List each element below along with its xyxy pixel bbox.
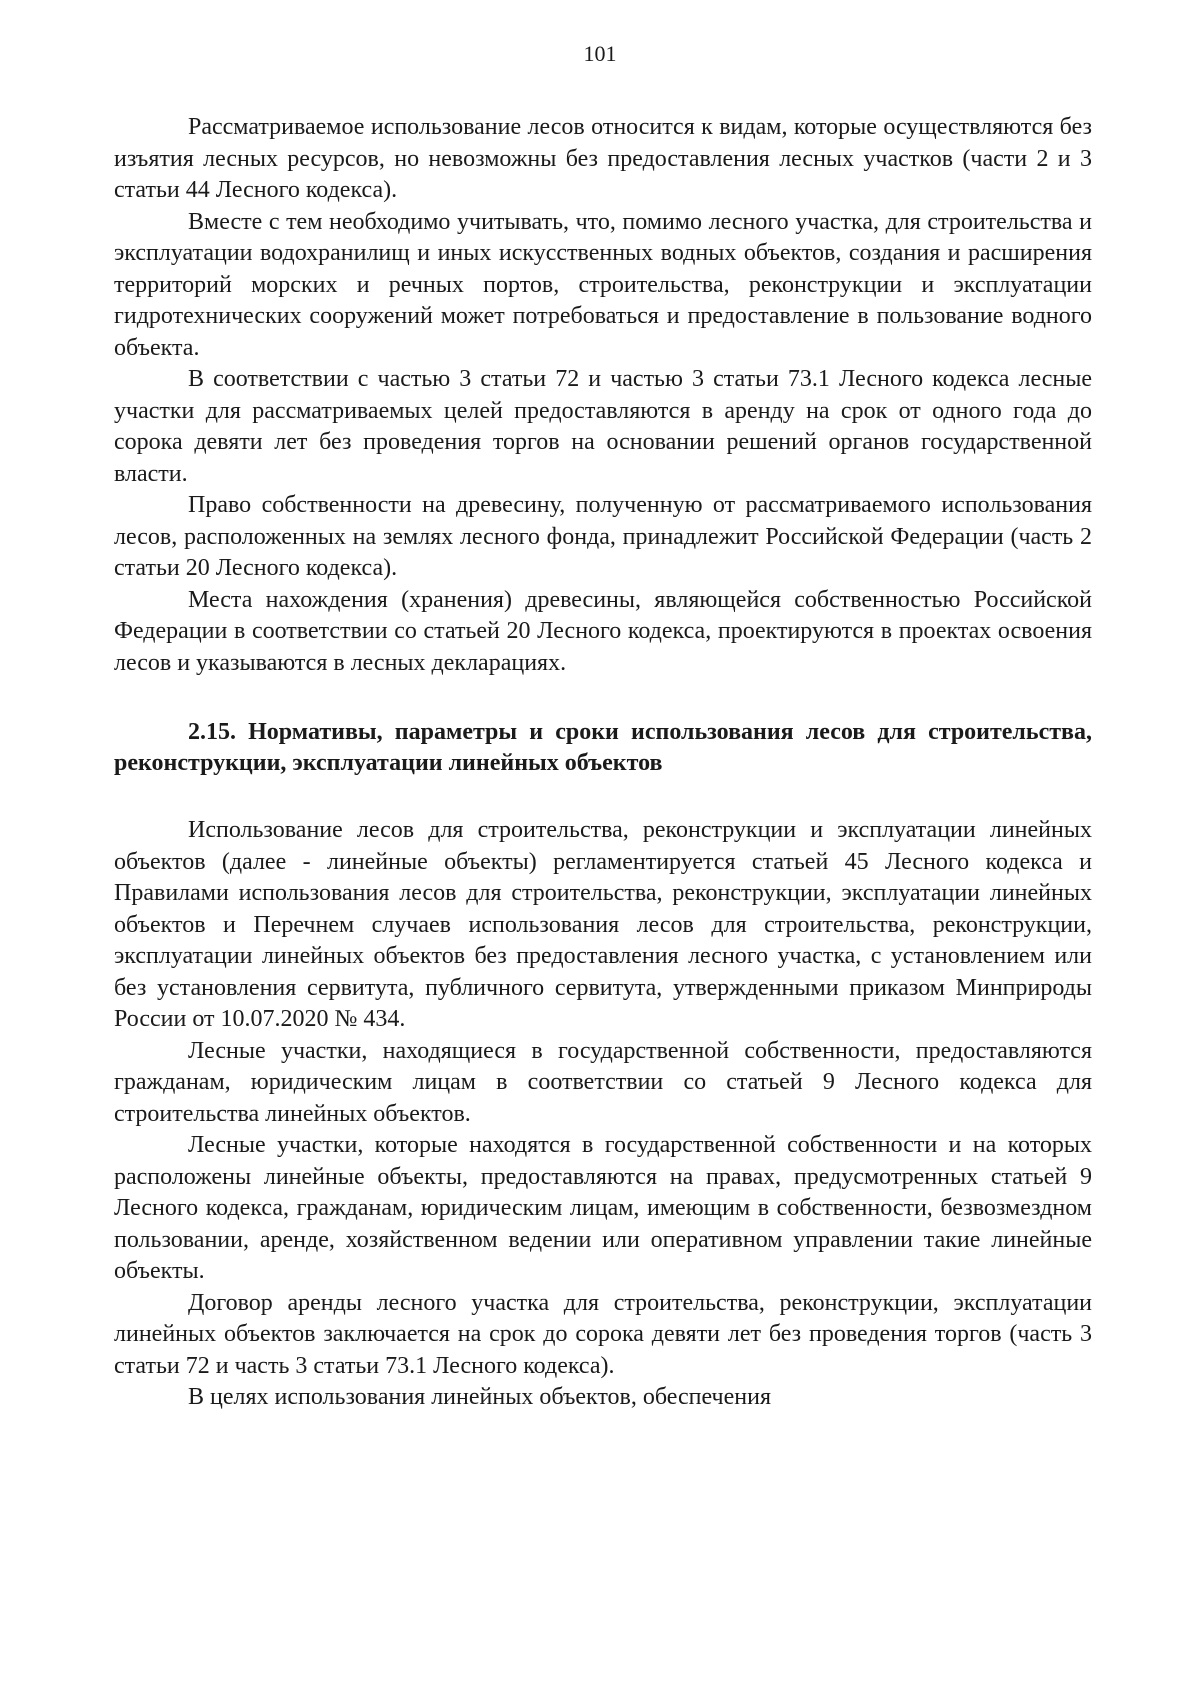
paragraph-wood-storage: Места нахождения (хранения) древесины, являющейся собственностью Российской Федерации в соответствии со статьей 20 Лесного кодекса, проектируются в проектах освоения лесов и указываются в лесных декларациях.: [114, 586, 1092, 676]
paragraph-continued: В целях использования линейных объектов, обеспечения: [188, 1384, 771, 1410]
paragraph-lease-terms: В соответствии с частью 3 статьи 72 и частью 3 статьи 73.1 Лесного кодекса лесные участки для рассматриваемых целей предоставляются в аренду на срок от одного года до сорока девяти лет без проведения торгов на основании решений органов государственной власти.: [114, 366, 1092, 487]
paragraph-state-land-provision: Лесные участки, находящиеся в государственной собственности, предоставляются гражданам, юридическим лицам в соответствии со статьей 9 Лесного кодекса для строительства линейных объектов.: [114, 1037, 1092, 1127]
paragraph-existing-linear-objects: Лесные участки, которые находятся в государственной собственности и на которых расположены линейные объекты, предоставляются на правах, предусмотренных статьей 9 Лесного кодекса, гражданам, юридическим лицам, имеющим в собственности, безвозмездном пользовании, аренде, хозяйственном ведении или оперативном управлении такие линейные объекты.: [114, 1132, 1092, 1284]
paragraph-water-objects: Вместе с тем необходимо учитывать, что, помимо лесного участка, для строительства и эксплуатации водохранилищ и иных искусственных водных объектов, создания и расширения территорий морских и речных портов, строительства, реконструкции и эксплуатации гидротехнических сооружений может потребоваться и предоставление в пользование водного объекта.: [114, 208, 1092, 361]
section-heading: 2.15. Нормативы, параметры и сроки использования лесов для строительства, реконструкции, эксплуатации линейных объектов: [114, 719, 1092, 776]
page-body: [114, 112, 1092, 1414]
paragraph-lease-contract: Договор аренды лесного участка для строительства, реконструкции, эксплуатации линейных объектов заключается на срок до сорока девяти лет без проведения торгов (часть 3 статьи 72 и часть 3 статьи 73.1 Лесного кодекса).: [114, 1289, 1092, 1379]
paragraph-wood-ownership: Право собственности на древесину, полученную от рассматриваемого использования лесов, расположенных на землях лесного фонда, принадлежит Российской Федерации (часть 2 статьи 20 Лесного кодекса).: [114, 492, 1092, 581]
page-number: 101: [583, 41, 617, 66]
paragraph-usage-types: Рассматриваемое использование лесов относится к видам, которые осуществляются без изъятия лесных ресурсов, но невозможны без предоставления лесных участков (части 2 и 3 статьи 44 Лесного кодекса).: [114, 114, 1092, 203]
paragraph-linear-objects-regulation: Использование лесов для строительства, реконструкции и эксплуатации линейных объектов (далее - линейные объекты) регламентируется статьей 45 Лесного кодекса и Правилами использования лесов для строительства, реконструкции, эксплуатации линейных объектов и Перечнем случаев использования лесов для строительства, реконструкции, эксплуатации линейных объектов без предоставления лесного участка, с установлением или без установления сервитута, публичного сервитута, утвержденными приказом Минприроды России от 10.07.2020 № 434.: [114, 817, 1092, 1032]
